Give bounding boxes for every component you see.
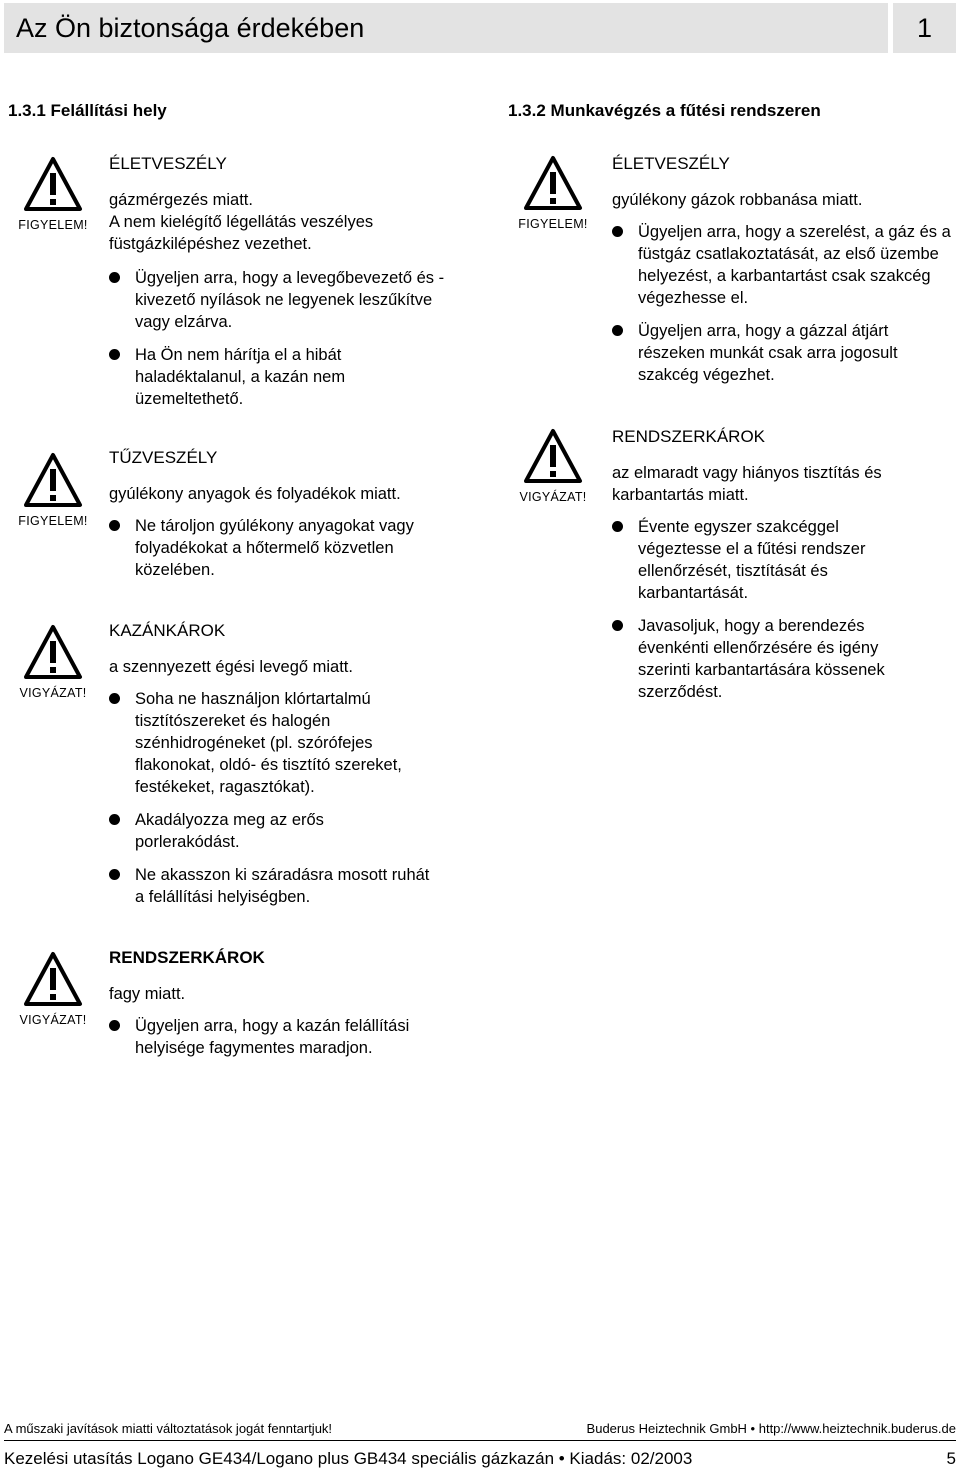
instruction-list	[109, 267, 449, 410]
warning-sign-3	[8, 624, 98, 700]
warning-triangle-icon	[523, 155, 583, 211]
warning-sign-6	[508, 428, 598, 504]
footer-notice: A műszaki javítások miatti változtatások jogát fenntartjuk!	[4, 1421, 333, 1436]
warning-cause: gázmérgezés miatt. A nem kielégítő légellátás veszélyes füstgázkilépéshez vezethet.	[109, 191, 374, 253]
warning-triangle-icon	[23, 156, 83, 212]
instruction-item: Ügyeljen arra, hogy a levegőbevezető és -kivezető nyílások ne legyenek leszűkítve vagy elzárva.	[109, 267, 449, 333]
warning-title: ÉLETVESZÉLY	[612, 154, 730, 173]
instruction-item: Akadályozza meg az erős porlerakódást.	[109, 809, 365, 853]
warning-title: RENDSZERKÁROK	[612, 427, 766, 446]
instruction-item: Ügyeljen arra, hogy a szerelést, a gáz és a füstgáz csatlakoztatását, az első üzembe helyezést, a karbantartást csak szakcég végezhesse el.	[612, 221, 952, 309]
instruction-item: Ha Ön nem hárítja el a hibát haladéktalanul, a kazán nem üzemeltethető.	[109, 344, 449, 410]
warning-cause: gyúlékony gázok robbanása miatt.	[612, 191, 863, 209]
warning-sign-2	[8, 452, 98, 528]
warning-block-fire-danger	[109, 447, 454, 592]
instruction-list	[109, 1015, 449, 1059]
warning-title: ÉLETVESZÉLY	[109, 154, 227, 173]
warning-label: VIGYÁZAT!	[19, 686, 87, 700]
warning-triangle-icon	[523, 428, 583, 484]
footer-document-title: Kezelési utasítás Logano GE434/Logano plus GB434 speciális gázkazán • Kiadás: 02/2003	[4, 1449, 693, 1468]
page-header-title: Az Ön biztonsága érdekében	[4, 3, 888, 53]
warning-block-life-danger-explosion	[612, 153, 952, 397]
warning-label: VIGYÁZAT!	[19, 1013, 87, 1027]
instruction-item: Ügyeljen arra, hogy a kazán felállítási helyisége fagymentes maradjon.	[109, 1015, 449, 1059]
instruction-item: Ügyeljen arra, hogy a gázzal átjárt részeken munkát csak arra jogosult szakcég végezhet.	[612, 320, 952, 386]
warning-block-system-damage-maintenance	[612, 426, 932, 714]
instruction-item: Évente egyszer szakcéggel végeztesse el a fűtési rendszer ellenőrzését, tisztítását és karbantartását.	[612, 516, 913, 604]
page-number: 5	[946, 1449, 956, 1468]
footer-divider	[4, 1440, 956, 1441]
instruction-list	[612, 221, 952, 386]
warning-cause: fagy miatt.	[109, 985, 186, 1003]
footer-company: Buderus Heiztechnik GmbH • http://www.heiztechnik.buderus.de	[586, 1421, 956, 1436]
warning-sign-5	[508, 155, 598, 231]
instruction-item: Ne tároljon gyúlékony anyagokat vagy folyadékokat a hőtermelő közvetlen közelében.	[109, 515, 454, 581]
warning-title: TŰZVESZÉLY	[109, 448, 218, 467]
instruction-item: Soha ne használjon klórtartalmú tisztítószereket és halogén szénhidrogéneket (pl. szórófejes flakonokat, oldó- és tisztító szereket, festékeket, ragasztókat).	[109, 688, 439, 798]
warning-cause: gyúlékony anyagok és folyadékok miatt.	[109, 485, 401, 503]
instruction-list	[612, 516, 932, 703]
warning-block-system-damage-frost	[109, 947, 449, 1070]
warning-label: FIGYELEM!	[18, 218, 88, 232]
warning-label: FIGYELEM!	[518, 217, 588, 231]
warning-block-life-danger-gas	[109, 153, 449, 421]
chapter-number: 1	[893, 3, 956, 53]
warning-label: VIGYÁZAT!	[519, 490, 587, 504]
instruction-list	[109, 688, 439, 908]
warning-label: FIGYELEM!	[18, 514, 88, 528]
warning-triangle-icon	[23, 624, 83, 680]
instruction-list	[109, 515, 454, 581]
warning-block-boiler-damage	[109, 620, 439, 919]
instruction-item: Ne akasszon ki száradásra mosott ruhát a felállítási helyiségben.	[109, 864, 435, 908]
warning-cause: a szennyezett égési levegő miatt.	[109, 658, 353, 676]
warning-triangle-icon	[23, 452, 83, 508]
warning-cause: az elmaradt vagy hiányos tisztítás és karbantartás miatt.	[612, 464, 882, 504]
warning-title: KAZÁNKÁROK	[109, 621, 226, 640]
instruction-item: Javasoljuk, hogy a berendezés évenkénti ellenőrzésére és igény szerinti karbantartására kössenek szerződést.	[612, 615, 928, 703]
section-heading-right: 1.3.2 Munkavégzés a fűtési rendszeren	[508, 101, 821, 120]
warning-sign-1	[8, 156, 98, 232]
section-heading-left: 1.3.1 Felállítási hely	[8, 101, 167, 120]
warning-sign-4	[8, 951, 98, 1027]
warning-triangle-icon	[23, 951, 83, 1007]
warning-title: RENDSZERKÁROK	[109, 948, 265, 967]
